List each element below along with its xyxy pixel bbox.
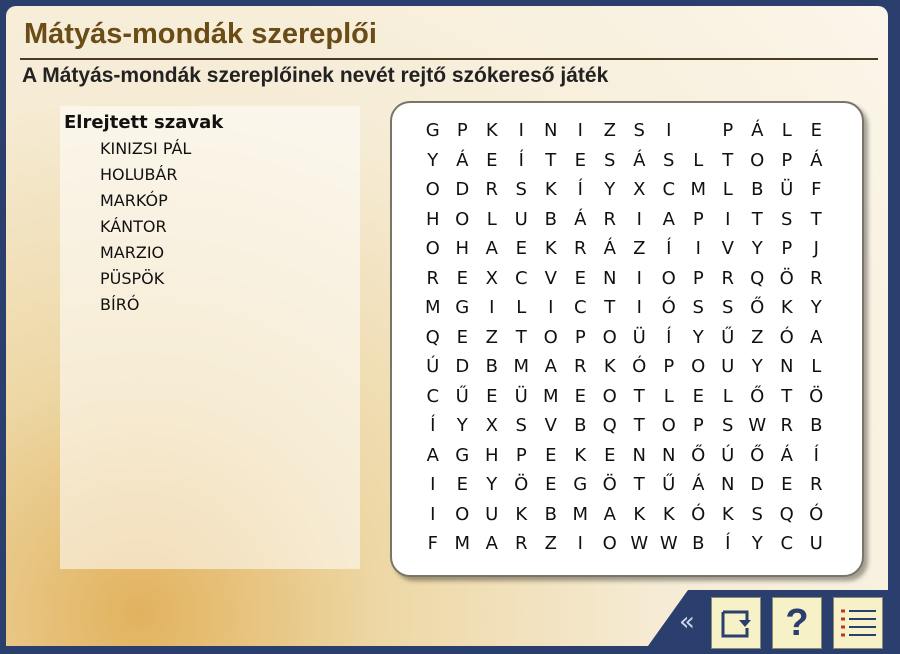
page-title: Mátyás-mondák szereplői [24,18,377,50]
letter-cell[interactable]: Y [692,326,704,348]
letter-cell[interactable]: Ö [779,267,794,289]
letter-cell[interactable]: A [603,503,616,525]
hidden-word-item: HOLUBÁR [100,165,178,184]
letter-cell[interactable]: O [602,326,617,348]
letter-cell[interactable]: Ü [780,179,794,200]
app-window [6,6,888,646]
letter-cell[interactable]: E [604,444,616,466]
letter-cell[interactable]: Ó [632,356,647,377]
letter-cell[interactable]: G [455,297,470,318]
hidden-word-item: MARKÓP [100,191,168,210]
letter-cell[interactable]: B [544,208,557,230]
letter-cell[interactable]: E [692,385,704,407]
letter-cell[interactable]: D [455,356,470,377]
letter-cell[interactable]: P [692,208,704,230]
hidden-word-item: MARZIO [100,243,165,262]
letter-cell[interactable]: P [456,120,468,141]
word-search-board [390,101,864,577]
collapse-toolbar-button[interactable] [670,597,704,647]
letter-cell[interactable]: B [692,533,705,554]
letter-cell[interactable]: D [750,474,765,495]
hidden-word-item: PÜSPÖK [100,269,165,288]
letter-cell[interactable]: M [690,179,707,200]
letter-cell[interactable]: I [430,474,436,495]
letter-cell[interactable]: H [484,444,499,466]
letter-cell[interactable]: Ö [602,474,617,495]
letter-cell[interactable]: Ő [691,444,706,466]
letter-cell[interactable]: T [633,415,645,436]
letter-cell[interactable]: R [809,474,823,495]
letter-cell[interactable]: E [456,267,468,289]
hidden-words-panel [60,106,360,569]
letter-cell[interactable]: C [780,533,794,554]
letter-cell[interactable]: R [603,208,616,230]
letter-cell[interactable]: L [486,208,497,230]
letter-cell[interactable]: Ű [455,385,469,407]
letter-cell[interactable]: Í [725,533,731,554]
letter-cell[interactable]: I [548,297,554,318]
letter-cell[interactable]: B [751,179,764,200]
letter-cell[interactable]: X [485,267,498,289]
letter-cell[interactable]: I [430,503,436,525]
letter-cell[interactable]: L [663,385,674,407]
letter-cell[interactable]: Y [810,297,822,318]
letter-cell[interactable]: Ú [721,444,735,466]
letter-cell[interactable]: R [485,179,498,200]
letter-cell[interactable]: Í [666,238,672,259]
letter-cell[interactable]: Á [456,149,469,171]
letter-cell[interactable]: B [810,415,823,436]
letter-cell[interactable]: V [544,415,557,436]
letter-cell[interactable]: T [751,208,763,230]
letter-cell[interactable]: P [781,238,793,259]
letter-cell[interactable]: Ő [750,297,765,318]
letter-cell[interactable]: C [573,297,587,318]
letter-cell[interactable]: R [426,267,439,289]
letter-cell[interactable]: I [577,533,583,554]
letter-cell[interactable]: R [573,356,587,377]
letter-cell[interactable]: T [810,208,822,230]
hidden-word-item: BÍRÓ [100,295,140,314]
letter-cell[interactable]: K [633,503,646,525]
letter-cell[interactable]: Q [602,415,617,436]
letter-cell[interactable]: Z [485,326,498,348]
letter-cell[interactable]: Y [604,179,616,200]
letter-cell[interactable]: I [636,208,642,230]
letter-cell[interactable]: S [751,503,763,525]
letter-cell[interactable]: A [485,238,498,259]
letter-cell[interactable]: W [630,533,649,554]
letter-cell[interactable]: Y [751,356,763,377]
letter-cell[interactable]: T [633,385,645,407]
letter-cell[interactable]: Á [692,474,705,495]
hidden-word-item: KÁNTOR [100,217,167,236]
letter-cell[interactable]: L [516,297,527,318]
letter-cell[interactable]: Ó [779,326,794,348]
letter-cell[interactable]: N [662,444,676,466]
letter-cell[interactable]: P [663,356,675,377]
letter-cell[interactable]: S [722,297,734,318]
exit-button[interactable] [711,597,761,649]
letter-cell[interactable]: O [602,385,617,407]
letter-cell[interactable]: Z [603,120,616,141]
letter-cell[interactable]: E [810,120,822,141]
letter-cell[interactable]: L [781,120,792,141]
letter-cell[interactable]: Ő [750,444,765,466]
letter-cell[interactable]: H [455,238,470,259]
letter-cell[interactable] [684,116,714,146]
letter-cell[interactable]: O [455,503,470,525]
letter-cell[interactable]: L [722,385,733,407]
letter-cell[interactable]: S [722,415,734,436]
letter-cell[interactable]: S [515,179,527,200]
letter-cell[interactable]: T [781,385,793,407]
letter-cell[interactable]: W [659,533,678,554]
letter-cell[interactable]: Á [780,444,793,466]
letter-cell[interactable]: M [572,503,589,525]
exit-icon [719,606,753,640]
letter-cell[interactable]: R [809,267,823,289]
letter-cell[interactable]: Á [810,149,823,171]
letter-cell[interactable]: Ű [721,326,735,348]
letter-cell[interactable]: O [543,326,558,348]
letter-cell[interactable]: E [456,326,468,348]
letter-cell[interactable]: I [518,120,524,141]
letter-cell[interactable]: E [486,385,498,407]
letter-cell[interactable]: I [577,120,583,141]
letter-cell[interactable]: V [544,267,557,289]
letter-cell[interactable]: Á [603,238,616,259]
letter-cell[interactable]: Á [633,149,646,171]
letter-cell[interactable]: O [425,179,440,200]
letter-cell[interactable]: Q [750,267,765,289]
letter-cell[interactable]: N [780,356,794,377]
letter-cell[interactable]: H [425,208,440,230]
letter-cell[interactable]: Ó [661,297,676,318]
page-subtitle: A Mátyás-mondák szereplőinek nevét rejtő szókereső játék [22,64,609,87]
letter-cell[interactable]: U [809,533,823,554]
hidden-words-list [100,138,191,320]
letter-cell[interactable]: M [454,533,471,554]
letter-cell[interactable]: R [573,238,587,259]
letter-cell[interactable]: O [455,208,470,230]
letter-cell[interactable]: I [695,238,701,259]
menu-list-icon [838,604,878,642]
help-icon: ? [785,601,809,644]
letter-cell[interactable]: E [574,149,586,171]
letter-cell[interactable]: G [425,120,440,141]
title-divider [20,58,878,60]
letter-cell[interactable]: M [542,385,559,407]
letter-cell[interactable]: O [661,267,676,289]
letter-cell[interactable]: A [662,208,675,230]
letter-cell[interactable]: K [780,297,793,318]
letter-cell[interactable]: Z [633,238,646,259]
letter-cell[interactable]: O [750,149,765,171]
letter-cell[interactable]: O [661,415,676,436]
letter-cell[interactable]: B [574,415,587,436]
letter-cell[interactable]: O [602,533,617,554]
letter-cell[interactable]: T [515,326,527,348]
letter-cell[interactable]: I [636,297,642,318]
letter-cell[interactable]: Y [751,533,763,554]
letter-cell[interactable]: G [573,474,588,495]
letter-cell[interactable]: O [691,356,706,377]
letter-cell[interactable]: A [810,326,823,348]
letter-cell[interactable]: S [604,149,616,171]
letter-cell[interactable]: N [721,474,735,495]
letter-cell[interactable]: K [544,238,557,259]
letter-cell[interactable]: Y [456,415,468,436]
letter-cell[interactable]: E [574,267,586,289]
letter-cell[interactable]: Y [486,474,498,495]
letter-cell[interactable]: N [544,120,558,141]
letter-cell[interactable]: Ú [426,356,440,377]
letter-cell[interactable]: L [722,179,733,200]
letter-cell[interactable]: V [721,238,734,259]
letter-cell[interactable]: Z [751,326,764,348]
letter-cell[interactable]: E [545,444,557,466]
letter-cell[interactable]: B [544,503,557,525]
double-chevron-left-icon: « [679,607,695,637]
letter-cell[interactable]: Á [751,120,764,141]
letter-cell[interactable]: E [456,474,468,495]
letter-cell[interactable]: T [604,297,616,318]
letter-cell[interactable]: Á [574,208,587,230]
letter-cell[interactable]: K [544,179,557,200]
letter-cell[interactable]: K [721,503,734,525]
letter-cell[interactable]: Í [813,444,819,466]
letter-cell[interactable]: S [663,149,675,171]
letter-cell[interactable]: Ű [662,474,676,495]
letter-cell[interactable]: R [514,533,528,554]
letter-cell[interactable]: R [721,267,734,289]
letter-cell[interactable]: R [780,415,793,436]
letter-cell[interactable]: A [426,444,439,466]
letter-cell[interactable]: K [485,120,498,141]
letter-cell[interactable]: P [515,444,527,466]
letter-cell[interactable]: C [662,179,676,200]
letter-cell[interactable]: S [781,208,793,230]
help-button[interactable] [772,597,822,649]
letter-cell[interactable]: Z [544,533,557,554]
letter-cell[interactable]: T [722,149,734,171]
letter-cell[interactable]: O [425,238,440,259]
letter-cell[interactable]: L [811,356,822,377]
letter-cell[interactable]: P [692,267,704,289]
letter-cell[interactable]: N [603,267,617,289]
letter-cell[interactable]: Ő [750,385,765,407]
letter-cell[interactable]: E [781,474,793,495]
letter-cell[interactable]: I [489,297,495,318]
letter-cell[interactable]: T [545,149,557,171]
letter-cell[interactable]: I [666,120,672,141]
letter-cell[interactable]: F [427,533,438,554]
letter-cell[interactable]: G [455,444,470,466]
letter-cell[interactable]: Ó [809,503,824,525]
menu-button[interactable] [833,597,883,649]
letter-cell[interactable]: L [693,149,704,171]
letter-cell[interactable]: A [485,533,498,554]
letter-cell[interactable]: Ö [809,385,824,407]
letter-cell[interactable]: P [781,149,793,171]
letter-cell[interactable]: Ö [514,474,529,495]
letter-cell[interactable]: Í [666,326,672,348]
letter-cell[interactable]: Y [427,149,439,171]
letter-cell[interactable]: K [515,503,528,525]
letter-cell[interactable]: X [633,179,646,200]
letter-cell[interactable]: C [514,267,528,289]
letter-cell[interactable]: Í [577,179,583,200]
letter-cell[interactable]: X [485,415,498,436]
letter-grid [418,116,831,559]
hidden-words-heading: Elrejtett szavak [64,112,224,133]
letter-cell[interactable]: Ü [514,385,528,407]
letter-cell[interactable]: M [513,356,530,377]
letter-cell[interactable]: P [722,120,734,141]
letter-cell[interactable]: Ü [632,326,646,348]
letter-cell[interactable]: P [692,415,704,436]
letter-cell[interactable]: P [574,326,586,348]
letter-cell[interactable]: E [574,385,586,407]
letter-cell[interactable]: E [486,149,498,171]
letter-cell[interactable]: F [811,179,822,200]
letter-cell[interactable]: Ó [691,503,706,525]
letter-cell[interactable]: W [748,415,767,436]
letter-cell[interactable]: I [636,267,642,289]
letter-cell[interactable]: S [633,120,645,141]
letter-cell[interactable]: C [426,385,440,407]
letter-cell[interactable]: K [574,444,587,466]
letter-cell[interactable]: K [603,356,616,377]
letter-cell[interactable]: I [725,208,731,230]
letter-cell[interactable]: S [692,297,704,318]
letter-cell[interactable]: J [813,238,819,259]
hidden-word-item: KINIZSI PÁL [100,139,192,158]
letter-cell[interactable]: Í [430,415,436,436]
letter-cell[interactable]: E [515,238,527,259]
letter-cell[interactable]: U [721,356,735,377]
letter-cell[interactable]: U [485,503,499,525]
letter-cell[interactable]: D [455,179,470,200]
letter-cell[interactable]: E [545,474,557,495]
letter-cell[interactable]: Q [779,503,794,525]
letter-cell[interactable]: K [662,503,675,525]
letter-cell[interactable]: T [633,474,645,495]
letter-cell[interactable]: N [632,444,646,466]
letter-cell[interactable]: U [514,208,528,230]
letter-cell[interactable]: B [485,356,498,377]
letter-cell[interactable]: Í [518,149,524,171]
letter-cell[interactable]: Y [751,238,763,259]
letter-cell[interactable]: M [424,297,441,318]
letter-cell[interactable]: A [544,356,557,377]
letter-cell[interactable]: S [515,415,527,436]
letter-cell[interactable]: Q [425,326,440,348]
